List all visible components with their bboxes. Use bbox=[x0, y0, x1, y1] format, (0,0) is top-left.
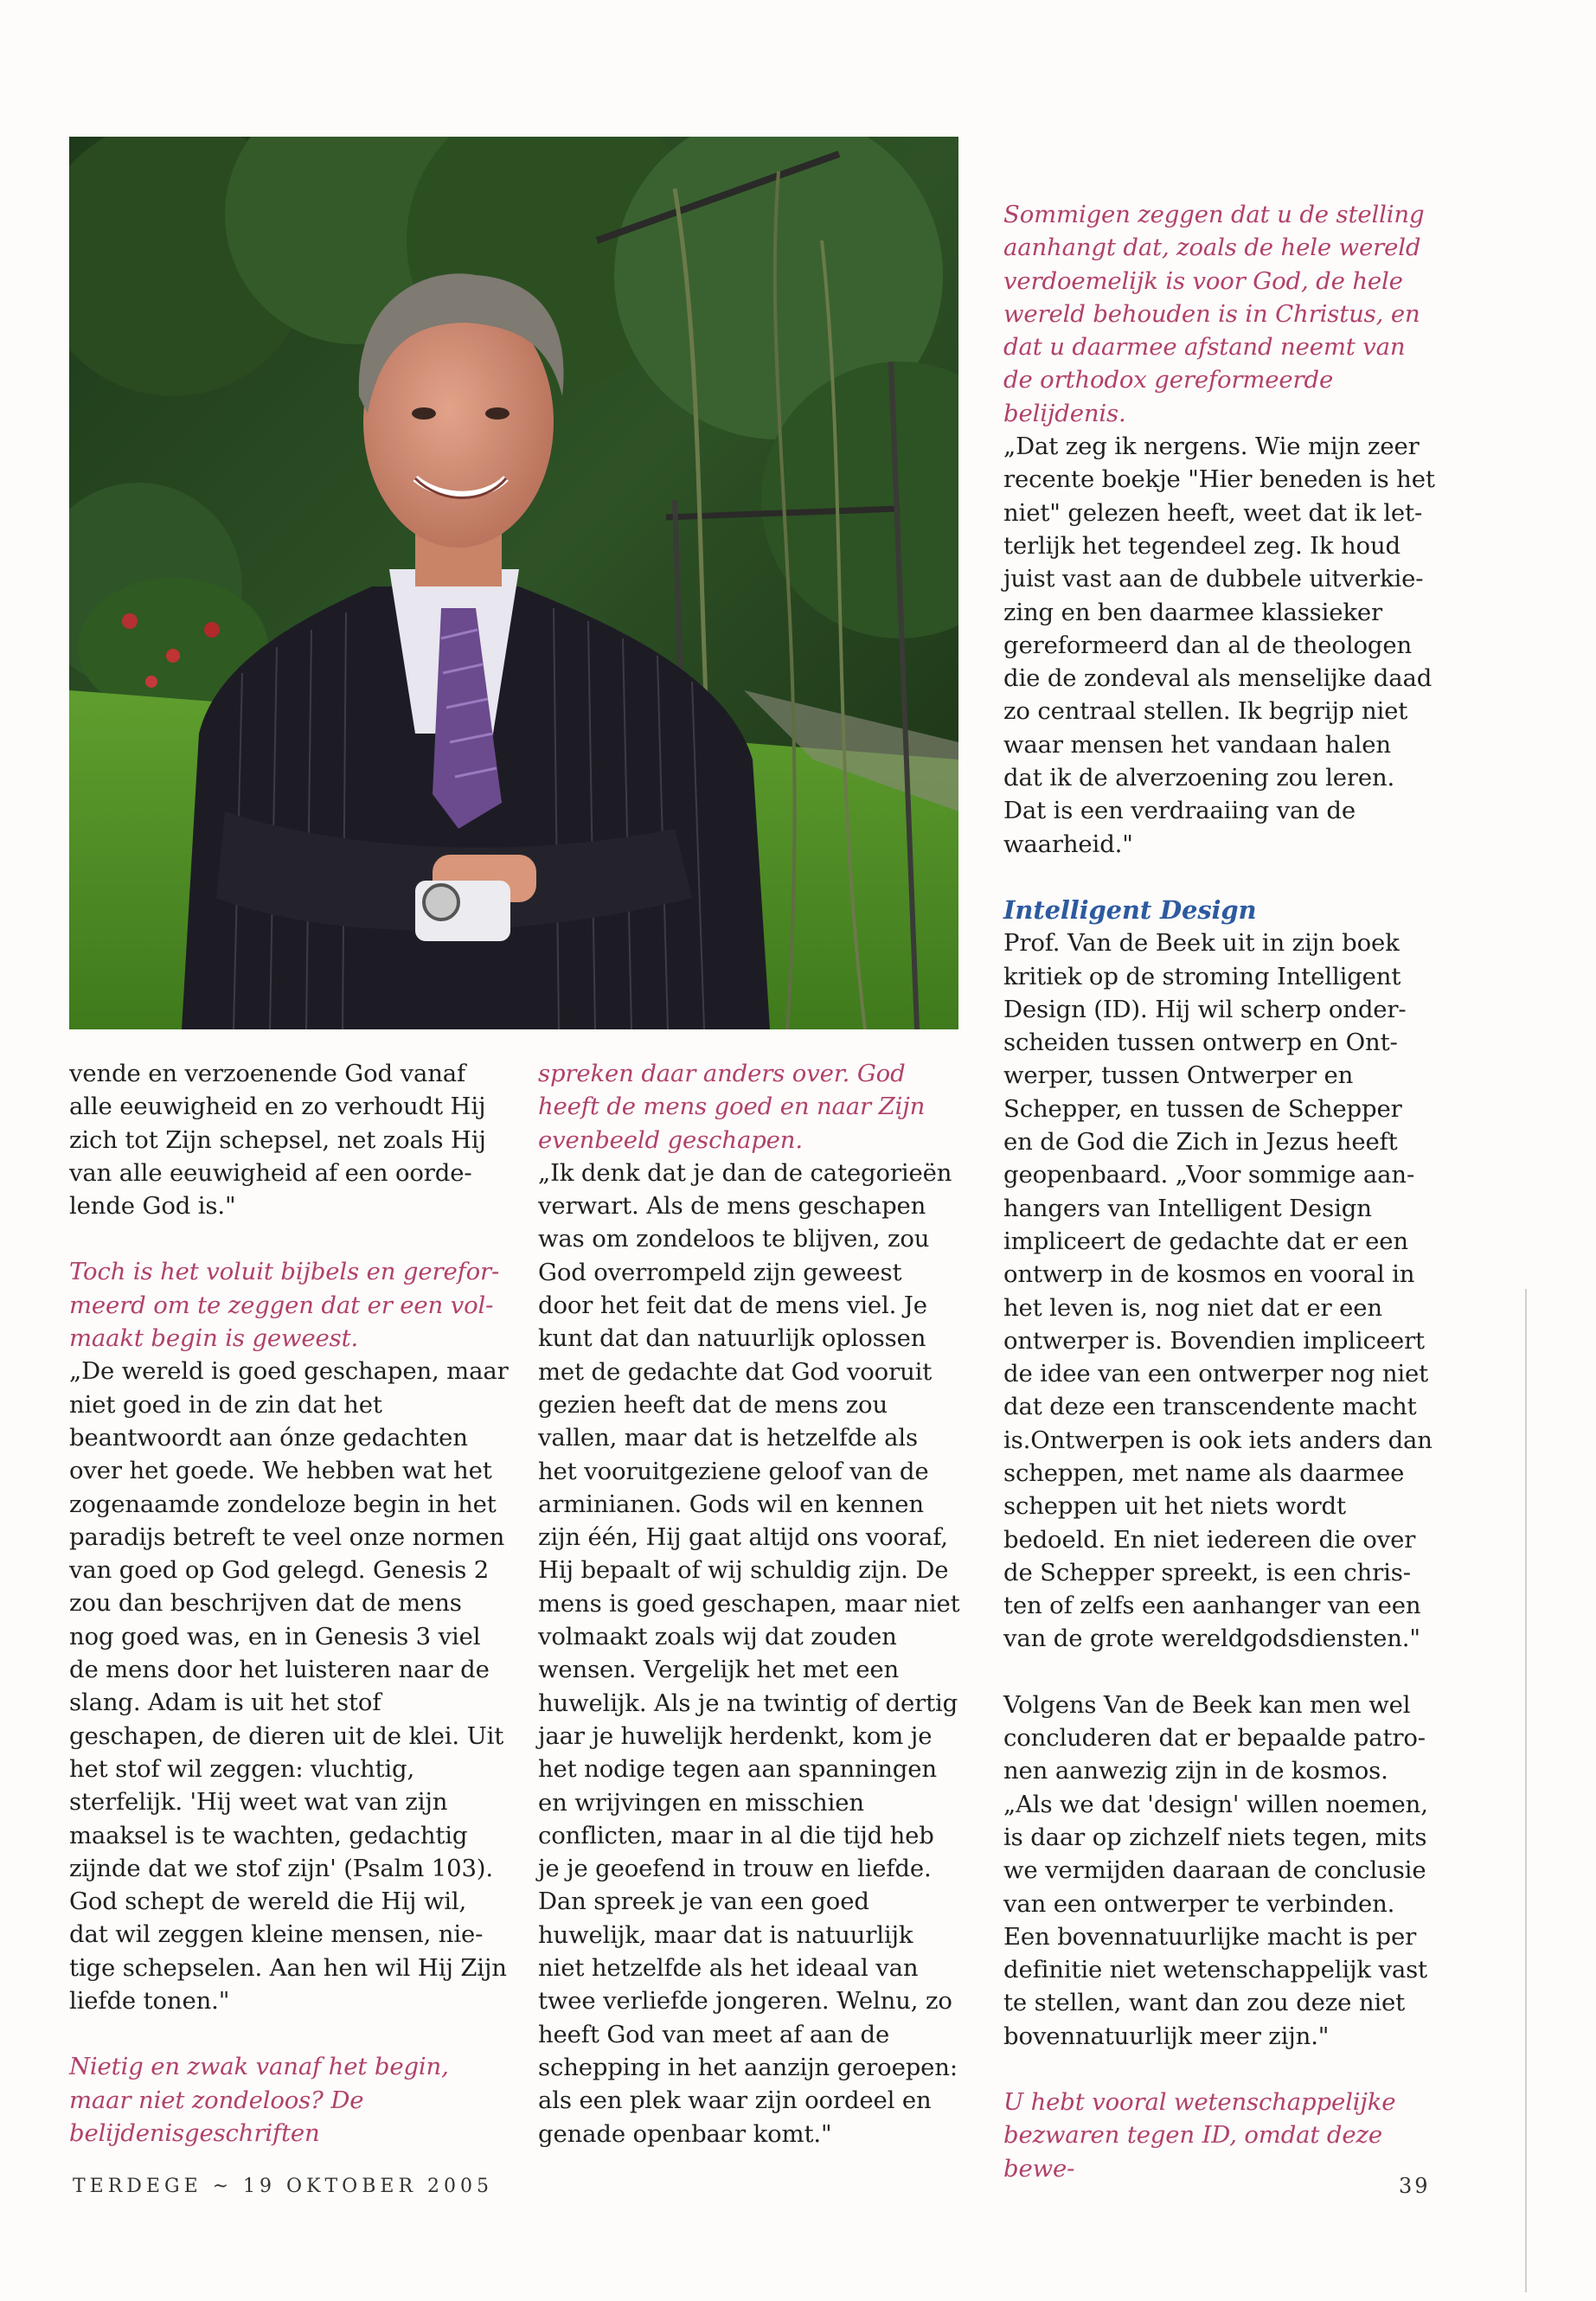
text-column-1 bbox=[69, 1057, 510, 2182]
paragraph: vende en verzoenende God vanaf alle eeuwigheid en zo verhoudt Hij zich tot Zijn schepsel, net zoals Hij van alle eeuwigheid af een oordelende God is." bbox=[69, 1060, 486, 1221]
interview-question: Nietig en zwak vanaf het begin, maar niet zondeloos? De belijdenisgeschriften bbox=[69, 2053, 449, 2147]
paragraph: „De wereld is goed geschapen, maar niet goed in de zin dat het beantwoordt aan ónze gedachten over het goede. We hebben wat het zogenaamde zondeloze begin in het paradijs betreft te veel onze normen van goed op God gelegd. Genesis 2 zou dan beschrijven dat de mens nog goed was, en in Genesis 3 viel de mens door het luisteren naar de slang. Adam is uit het stof geschapen, de dieren uit de klei. Uit het stof wil zeggen: vluchtig, sterfelijk. 'Hij weet wat van zijn maaksel is te wachten, gedachtig zijnde dat we stof zijn' (Psalm 103). God schept de wereld die Hij wil, dat wil zeggen kleine mensen, nietige schepselen. Aan hen wil Hij Zijn liefde tonen." bbox=[69, 1357, 509, 2016]
page-number: 39 bbox=[1399, 2174, 1431, 2198]
footer-publication: TERDEGE ~ 19 OKTOBER 2005 bbox=[73, 2176, 493, 2197]
interview-question: Sommigen zeggen dat u de stelling aanhangt dat, zoals de hele wereld verdoemelijk is voor God, de hele wereld behouden is in Christus, en dat u daarmee afstand neemt van de orthodox gereformeerde belijdenis. bbox=[1003, 201, 1425, 427]
page-edge-line bbox=[1525, 1289, 1527, 2292]
interview-question: Toch is het voluit bijbels en gereformeerd om te zeggen dat er een volmaakt begin is geweest. bbox=[69, 1258, 500, 1353]
paragraph: „Ik denk dat je dan de categorieën verwart. Als de mens geschapen was om zondeloos te blijven, zou God overrompeld zijn geweest door het feit dat de mens viel. Je kunt dat dan natuurlijk oplossen met de gedachte dat God vooruit gezien heeft dat de mens zou vallen, maar dat is hetzelfde als het vooruitgeziene geloof van de arminianen. Gods wil en kennen zijn één, Hij gaat altijd ons vooraf, Hij bepaalt of wij schuldig zijn. De mens is goed geschapen, maar niet volmaakt zoals wij dat zouden wensen. Vergelijk het met een huwelijk. Als je na twintig of dertig jaar je huwelijk herdenkt, kom je het nodige tegen aan spanningen en wrijvingen en misschien conflicten, maar in al die tijd heb je je geoefend in trouw en liefde. Dan spreek je van een goed huwelijk, maar dat is natuurlijk niet hetzelfde als het ideaal van twee verliefde jongeren. Welnu, zo heeft God van meet af aan de schepping in het aanzijn geroepen: als een plek waar zijn oordeel en genade openbaar komt." bbox=[538, 1158, 960, 2148]
interview-question: spreken daar anders over. God heeft de mens goed en naar Zijn evenbeeld geschapen. bbox=[538, 1060, 926, 1154]
paragraph: „Dat zeg ik nergens. Wie mijn zeer recente boekje "Hier beneden is het niet" gelezen heeft, weet dat ik letterlijk het tegendeel zeg. Ik houd juist vast aan de dubbele uitverkiezing en ben daarmee klassieker gereformeerd dan al de theologen die de zondeval als menselijke daad zo centraal stellen. Ik begrijp niet waar mensen het vandaan halen dat ik de alverzoening zou leren. Dat is een verdraaiing van de waarheid." bbox=[1003, 433, 1435, 858]
paragraph: Volgens Van de Beek kan men wel concluderen dat er bepaalde patronen aanwezig zijn in de kosmos. „Als we dat 'design' willen noemen, is daar op zichzelf niets tegen, mits we vermijden daaraan de conclusie van een ontwerper te verbinden. Een bovennatuurlijke macht is per definitie niet wetenschappelijk vast te stellen, want dan zou deze niet bovennatuurlijk meer zijn." bbox=[1003, 1690, 1428, 2050]
interview-question: U hebt vooral wetenschappelijke bezwaren tegen ID, omdat deze bewe- bbox=[1003, 2088, 1396, 2182]
portrait-photo bbox=[69, 137, 958, 1029]
text-column-3 bbox=[1003, 198, 1436, 2218]
text-column-2 bbox=[538, 1057, 960, 2183]
section-heading: Intelligent Design bbox=[1003, 894, 1257, 925]
paragraph: Prof. Van de Beek uit in zijn boek kritiek op de stroming Intelligent Design (ID). Hij wil scherp onderscheiden tussen ontwerp en Ontwerper, tussen Ontwerper en Schepper, en tussen de Schepper en de God die Zich in Jezus heeft geopenbaard. „Voor sommige aanhangers van Intelligent Design impliceert de gedachte dat er een ontwerp in de kosmos en vooral in het leven is, nog niet dat er een ontwerper is. Bovendien impliceert de idee van een ontwerper nog niet dat deze een transcendente macht is.Ontwerpen is ook iets anders dan scheppen, met name als daarmee scheppen uit het niets wordt bedoeld. En niet iedereen die over de Schepper spreekt, is een christen of zelfs een aanhanger van een van de grote wereldgodsdiensten." bbox=[1003, 929, 1433, 1653]
